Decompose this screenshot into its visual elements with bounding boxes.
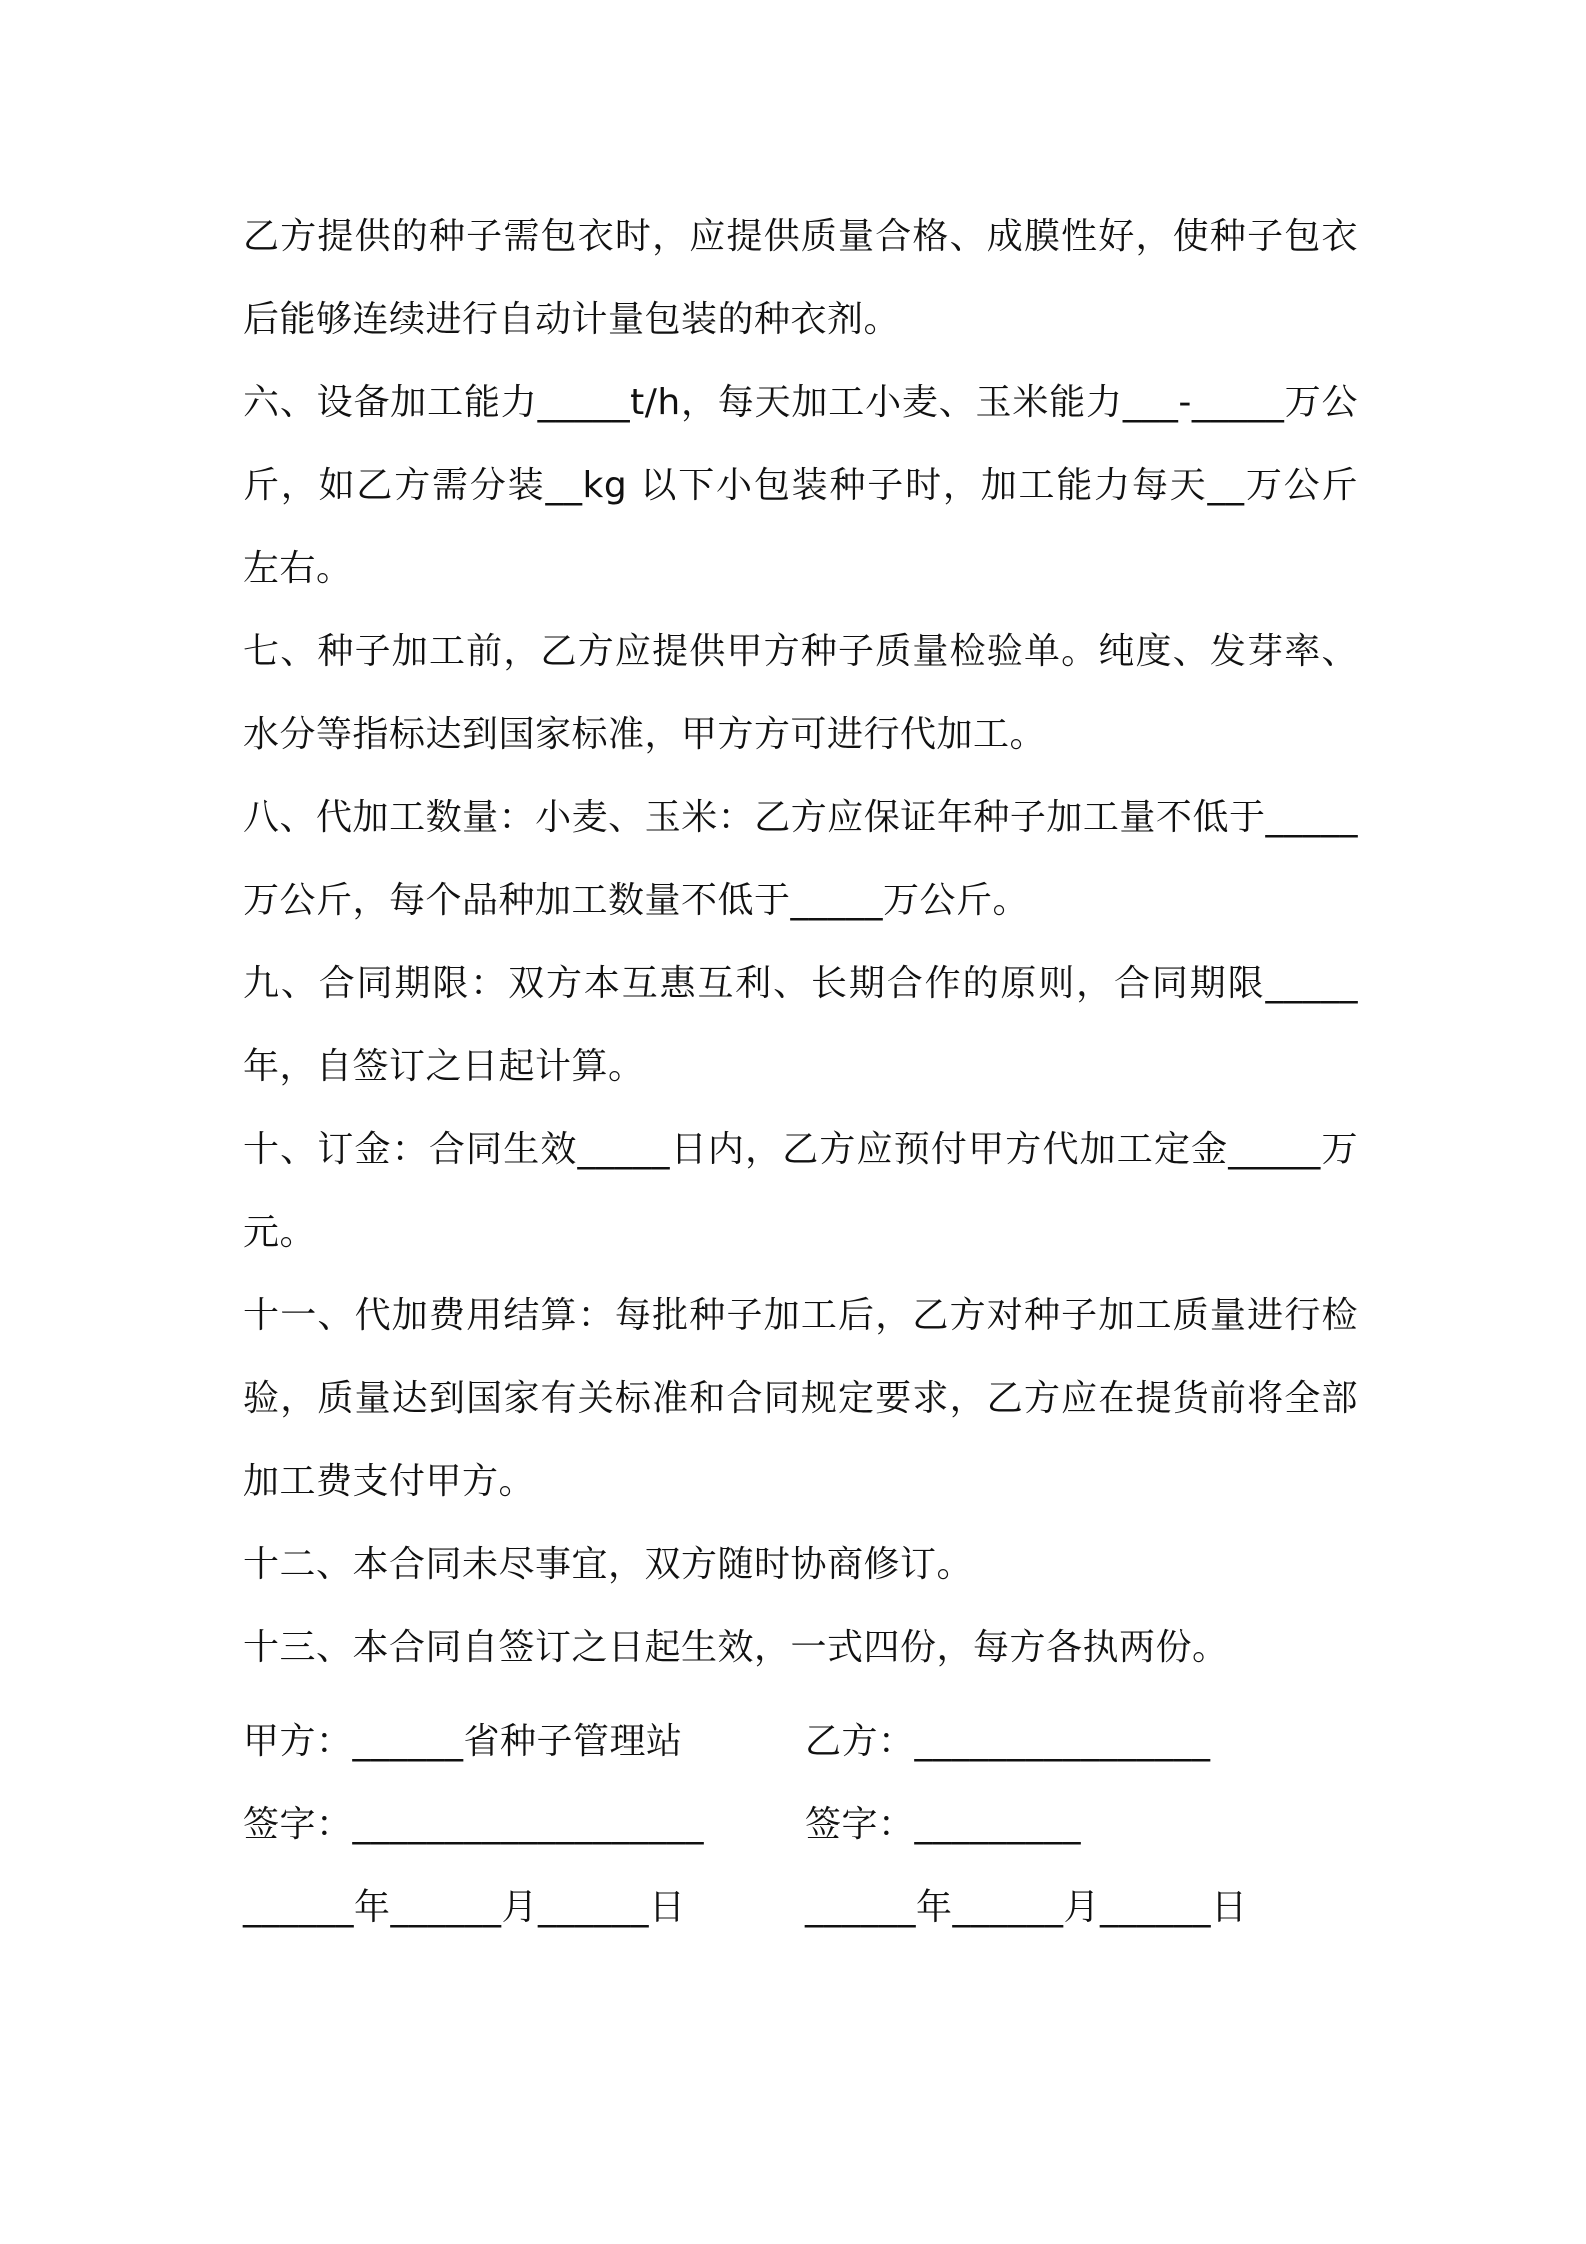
party-b-signature-field: 签字：_________ xyxy=(805,1804,1082,1845)
clause-10-deposit: 十、订金：合同生效_____日内，乙方应预付甲方代加工定金_____万元。 xyxy=(243,1129,1358,1253)
clause-12-amendments: 十二、本合同未尽事宜，双方随时协商修订。 xyxy=(243,1544,974,1585)
signature-block xyxy=(243,1700,1358,1949)
signature-row xyxy=(243,1783,1358,1866)
clause-9-contract-term: 九、合同期限：双方本互惠互利、长期合作的原则，合同期限_____年，自签订之日起计算。 xyxy=(243,963,1358,1087)
party-a-field: 甲方：______省种子管理站 xyxy=(243,1721,683,1762)
clause-8-processing-quantity: 八、代加工数量：小麦、玉米：乙方应保证年种子加工量不低于_____万公斤，每个品种加工数量不低于_____万公斤。 xyxy=(243,797,1358,921)
date-row xyxy=(243,1866,1358,1949)
clause-11-fee-settlement: 十一、代加费用结算：每批种子加工后，乙方对种子加工质量进行检验，质量达到国家有关标准和合同规定要求，乙方应在提货前将全部加工费支付甲方。 xyxy=(243,1295,1358,1502)
party-a-date-field: ______年______月______日 xyxy=(243,1887,686,1928)
party-a-signature-field: 签字：___________________ xyxy=(243,1804,705,1845)
clause-6-processing-capacity: 六、设备加工能力_____t/h，每天加工小麦、玉米能力___-_____万公斤，如乙方需分装__kg 以下小包装种子时，加工能力每天__万公斤左右。 xyxy=(243,382,1358,589)
party-row xyxy=(243,1700,1358,1783)
clause-7-quality-inspection: 七、种子加工前，乙方应提供甲方种子质量检验单。纯度、发芽率、水分等指标达到国家标准，甲方方可进行代加工。 xyxy=(243,631,1358,755)
clause-seed-coating: 乙方提供的种子需包衣时，应提供质量合格、成膜性好，使种子包衣后能够连续进行自动计量包装的种衣剂。 xyxy=(243,216,1358,340)
clause-13-effectiveness: 十三、本合同自签订之日起生效，一式四份，每方各执两份。 xyxy=(243,1627,1229,1668)
party-b-date-field: ______年______月______日 xyxy=(805,1887,1248,1928)
party-b-field: 乙方：________________ xyxy=(805,1721,1211,1762)
contract-body xyxy=(243,195,1358,1689)
